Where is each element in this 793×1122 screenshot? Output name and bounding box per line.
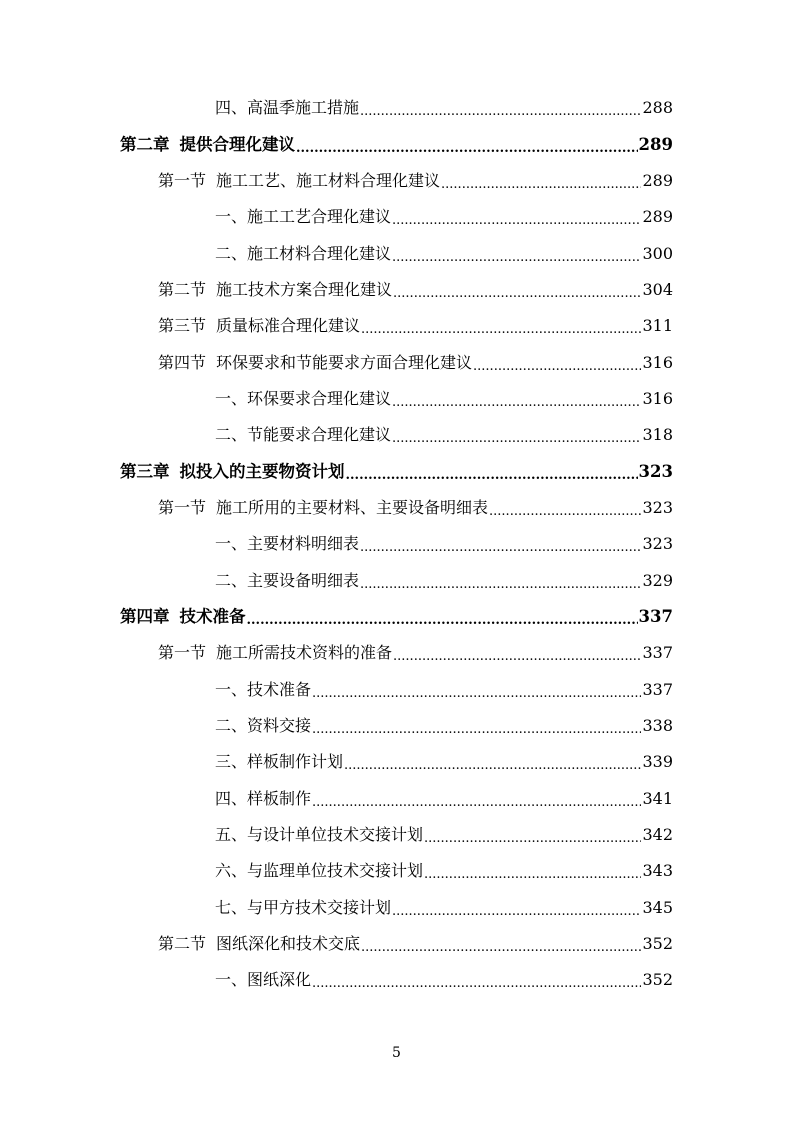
dot-leader — [360, 575, 641, 595]
toc-entry-page: 288 — [642, 98, 673, 118]
toc-entry-page: 339 — [642, 752, 673, 772]
toc-entry-item[interactable] — [0, 91, 793, 127]
toc-entry-title: 提供合理化建议 — [179, 134, 295, 154]
dot-leader — [392, 429, 641, 449]
toc-entry-page: 342 — [642, 825, 673, 845]
toc-entry-chapter[interactable] — [0, 127, 793, 163]
toc-entry-number: 第二节 — [158, 279, 207, 299]
toc-entry-item[interactable] — [0, 854, 793, 890]
toc-entry-number: 第四章 — [120, 606, 170, 626]
toc-entry-title: 质量标准合理化建议 — [216, 316, 361, 336]
toc-entry-title: 四、高温季施工措施 — [215, 98, 360, 118]
toc-entry-label — [158, 353, 472, 373]
toc-entry-page: 337 — [638, 606, 673, 626]
toc-entry-number: 第三节 — [158, 316, 207, 336]
toc-entry-page: 343 — [642, 861, 673, 881]
toc-entry-section[interactable] — [0, 273, 793, 309]
toc-entry-chapter[interactable] — [0, 454, 793, 490]
table-of-contents — [0, 91, 793, 1000]
toc-entry-title: 施工所用的主要材料、主要设备明细表 — [216, 497, 489, 517]
dot-leader — [424, 829, 641, 849]
toc-entry-number: 第一节 — [158, 643, 207, 663]
toc-entry-title: 图纸深化和技术交底 — [216, 934, 361, 954]
toc-entry-label — [215, 534, 359, 554]
toc-entry-page: 352 — [642, 970, 673, 990]
toc-entry-title: 六、与监理单位技术交接计划 — [215, 861, 424, 881]
toc-entry-page: 337 — [642, 643, 673, 663]
toc-entry-title: 一、图纸深化 — [215, 970, 312, 990]
toc-entry-label — [215, 207, 391, 227]
toc-entry-item[interactable] — [0, 745, 793, 781]
toc-entry-number: 第二节 — [158, 934, 207, 954]
toc-entry-label — [158, 498, 488, 518]
toc-entry-page: 316 — [642, 388, 673, 408]
toc-entry-page: 323 — [642, 497, 673, 517]
toc-entry-label — [215, 789, 311, 809]
toc-entry-label — [215, 98, 359, 118]
toc-entry-item[interactable] — [0, 782, 793, 818]
toc-entry-item[interactable] — [0, 891, 793, 927]
toc-entry-title: 一、施工工艺合理化建议 — [215, 207, 392, 227]
dot-leader — [346, 466, 638, 486]
dot-leader — [392, 248, 641, 268]
toc-entry-page: 316 — [642, 352, 673, 372]
toc-entry-page: 323 — [642, 534, 673, 554]
toc-entry-label — [215, 861, 423, 881]
dot-leader — [360, 102, 641, 122]
toc-entry-item[interactable] — [0, 236, 793, 272]
toc-entry-number: 第四节 — [158, 352, 207, 372]
toc-entry-title: 一、技术准备 — [215, 679, 312, 699]
toc-entry-item[interactable] — [0, 818, 793, 854]
toc-entry-page: 352 — [642, 934, 673, 954]
toc-entry-page: 311 — [642, 316, 673, 336]
page-number: 5 — [392, 1045, 401, 1061]
toc-entry-title: 五、与设计单位技术交接计划 — [215, 825, 424, 845]
toc-entry-label — [215, 244, 391, 264]
toc-entry-title: 一、主要材料明细表 — [215, 534, 360, 554]
toc-entry-page: 323 — [638, 461, 673, 481]
toc-entry-number: 第三章 — [120, 461, 170, 481]
toc-entry-label — [120, 462, 345, 482]
toc-entry-page: 289 — [642, 170, 673, 190]
toc-entry-chapter[interactable] — [0, 600, 793, 636]
toc-entry-title: 施工工艺、施工材料合理化建议 — [216, 170, 441, 190]
toc-entry-item[interactable] — [0, 563, 793, 599]
toc-entry-page: 304 — [642, 279, 673, 299]
dot-leader — [312, 974, 641, 994]
toc-entry-label — [215, 716, 311, 736]
dot-leader — [312, 720, 641, 740]
toc-entry-label — [215, 825, 423, 845]
toc-entry-page: 337 — [642, 679, 673, 699]
toc-entry-label — [158, 643, 392, 663]
dot-leader — [296, 139, 638, 159]
dot-leader — [392, 902, 641, 922]
dot-leader — [392, 393, 641, 413]
toc-entry-page: 289 — [642, 207, 673, 227]
dot-leader — [361, 320, 641, 340]
dot-leader — [344, 756, 641, 776]
toc-entry-title: 二、施工材料合理化建议 — [215, 243, 392, 263]
toc-entry-title: 二、节能要求合理化建议 — [215, 425, 392, 445]
toc-entry-page: 329 — [642, 570, 673, 590]
toc-entry-label — [215, 898, 391, 918]
toc-entry-item[interactable] — [0, 963, 793, 999]
toc-entry-section[interactable] — [0, 345, 793, 381]
dot-leader — [424, 865, 641, 885]
toc-entry-number: 第一节 — [158, 497, 207, 517]
toc-entry-item[interactable] — [0, 200, 793, 236]
dot-leader — [393, 284, 641, 304]
toc-entry-title: 施工所需技术资料的准备 — [216, 643, 393, 663]
toc-entry-number: 第一节 — [158, 170, 207, 190]
toc-entry-label — [215, 752, 343, 772]
toc-entry-label — [158, 280, 392, 300]
toc-entry-label — [215, 970, 311, 990]
toc-entry-title: 施工技术方案合理化建议 — [216, 279, 393, 299]
dot-leader — [312, 684, 641, 704]
toc-entry-label — [120, 135, 295, 155]
dot-leader — [489, 502, 641, 522]
toc-entry-title: 技术准备 — [179, 606, 246, 626]
dot-leader — [361, 938, 641, 958]
toc-entry-label — [215, 571, 359, 591]
toc-entry-item[interactable] — [0, 709, 793, 745]
toc-entry-item[interactable] — [0, 382, 793, 418]
toc-entry-label — [215, 425, 391, 445]
toc-entry-label — [158, 934, 360, 954]
toc-entry-label — [215, 680, 311, 700]
toc-entry-label — [158, 171, 440, 191]
dot-leader — [393, 647, 641, 667]
toc-entry-title: 环保要求和节能要求方面合理化建议 — [216, 352, 473, 372]
toc-entry-page: 341 — [642, 788, 673, 808]
toc-entry-item[interactable] — [0, 527, 793, 563]
toc-entry-title: 拟投入的主要物资计划 — [179, 461, 345, 481]
toc-entry-section[interactable] — [0, 309, 793, 345]
toc-entry-page: 338 — [642, 716, 673, 736]
toc-entry-section[interactable] — [0, 164, 793, 200]
dot-leader — [392, 211, 641, 231]
dot-leader — [441, 175, 641, 195]
toc-entry-title: 二、主要设备明细表 — [215, 570, 360, 590]
toc-entry-item[interactable] — [0, 673, 793, 709]
dot-leader — [312, 793, 641, 813]
toc-entry-page: 318 — [642, 425, 673, 445]
toc-entry-item[interactable] — [0, 418, 793, 454]
dot-leader — [473, 357, 641, 377]
dot-leader — [247, 611, 638, 631]
toc-entry-title: 一、环保要求合理化建议 — [215, 388, 392, 408]
toc-entry-section[interactable] — [0, 491, 793, 527]
toc-entry-title: 四、样板制作 — [215, 788, 312, 808]
toc-entry-title: 三、样板制作计划 — [215, 752, 344, 772]
toc-entry-label — [215, 389, 391, 409]
toc-entry-page: 300 — [642, 243, 673, 263]
toc-entry-page: 289 — [638, 134, 673, 154]
toc-entry-section[interactable] — [0, 636, 793, 672]
toc-entry-number: 第二章 — [120, 134, 170, 154]
toc-entry-page: 345 — [642, 897, 673, 917]
toc-entry-label — [158, 316, 360, 336]
dot-leader — [360, 538, 641, 558]
toc-entry-section[interactable] — [0, 927, 793, 963]
toc-entry-title: 二、资料交接 — [215, 716, 312, 736]
toc-entry-title: 七、与甲方技术交接计划 — [215, 897, 392, 917]
toc-entry-label — [120, 607, 246, 627]
